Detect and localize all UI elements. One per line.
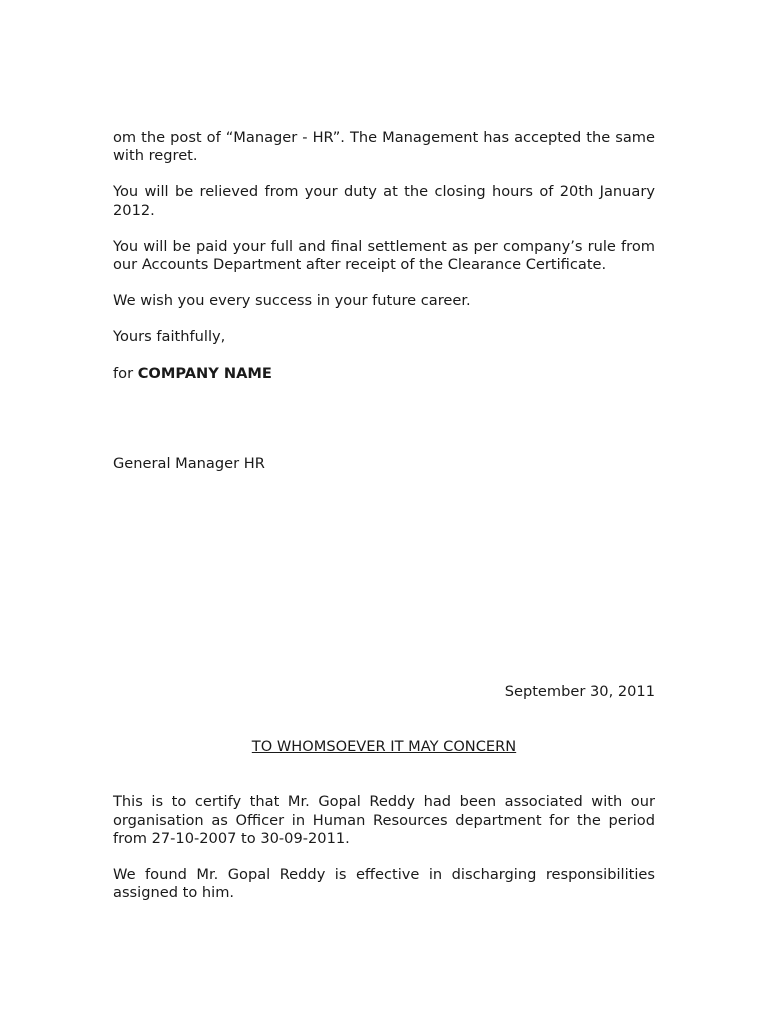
document-page bbox=[113, 129, 655, 902]
certificate-date: September 30, 2011 bbox=[504, 683, 655, 701]
company-name: COMPANY NAME bbox=[137, 364, 272, 382]
certificate-paragraph-1: This is to certify that Mr. Gopal Reddy had been associated with our organisation as Officer in Human Resources department for the period from 27-10-2007 to 30-09-2011. bbox=[113, 793, 655, 847]
company-line bbox=[113, 365, 655, 383]
certificate-paragraph-2: We found Mr. Gopal Reddy is effective in discharging responsibilities assigned to him. bbox=[113, 866, 655, 902]
certificate-heading: TO WHOMSOEVER IT MAY CONCERN bbox=[251, 738, 517, 756]
relieving-paragraph-1: om the post of “Manager - HR”. The Management has accepted the same with regret. bbox=[113, 129, 655, 165]
closing-salutation: Yours faithfully, bbox=[113, 328, 226, 346]
relieving-paragraph-2: You will be relieved from your duty at the closing hours of 20th January 2012. bbox=[113, 183, 655, 219]
for-prefix: for bbox=[113, 364, 134, 382]
relieving-paragraph-3: You will be paid your full and final settlement as per company’s rule from our Accounts Department after receipt of the Clearance Certificate. bbox=[113, 237, 655, 274]
relieving-paragraph-4: We wish you every success in your future career. bbox=[113, 292, 471, 310]
signatory-title: General Manager HR bbox=[113, 454, 265, 472]
